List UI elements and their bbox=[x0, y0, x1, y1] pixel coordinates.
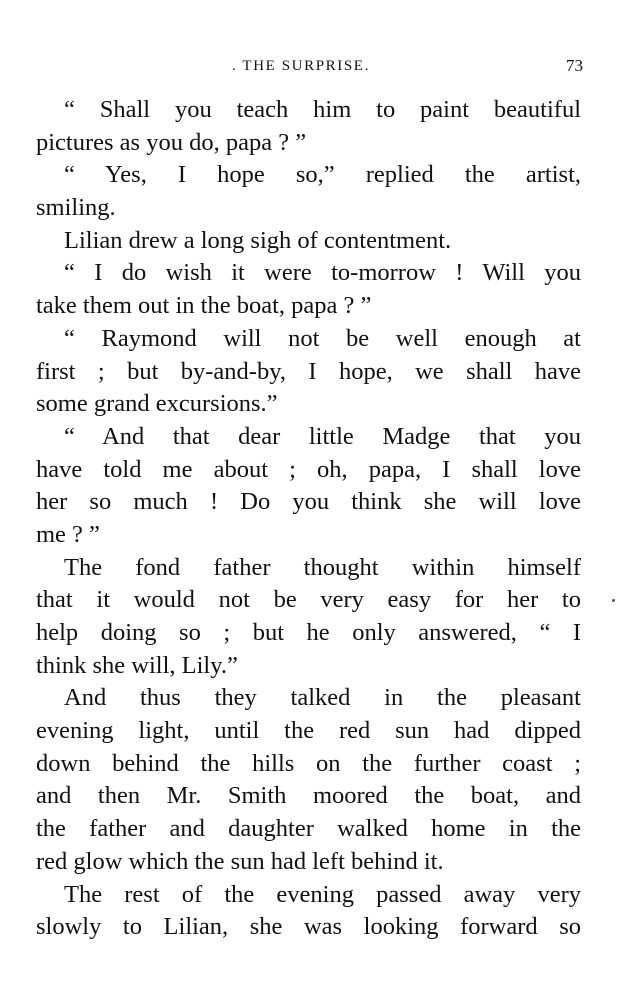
ink-speck bbox=[612, 599, 615, 602]
text-line: take them out in the boat, papa ? ” bbox=[36, 292, 372, 320]
text-line: help doing so ; but he only answered, “ I bbox=[36, 619, 581, 646]
text-line: down behind the hills on the further coast ; bbox=[36, 749, 581, 777]
text-line: the father and daughter walked home in the bbox=[36, 815, 581, 843]
text-line: “ Shall you teach him to paint beautiful bbox=[64, 96, 581, 123]
page-number: 73 bbox=[566, 56, 583, 75]
page-header bbox=[0, 54, 638, 78]
text-line: smiling. bbox=[36, 194, 116, 222]
text-line: think she will, Lily.” bbox=[36, 651, 238, 679]
text-line: have told me about ; oh, papa, I shall love bbox=[36, 455, 581, 483]
text-line: red glow which the sun had left behind it. bbox=[36, 847, 444, 875]
text-line: The fond father thought within himself bbox=[64, 553, 581, 581]
text-line: that it would not be very easy for her to bbox=[36, 586, 581, 614]
text-line: me ? ” bbox=[36, 520, 100, 548]
text-line: and then Mr. Smith moored the boat, and bbox=[36, 782, 581, 810]
text-line: “ And that dear little Madge that you bbox=[64, 422, 581, 450]
text-line: “ Yes, I hope so,” replied the artist, bbox=[64, 161, 581, 189]
text-line: “ I do wish it were to-morrow ! Will you bbox=[64, 259, 581, 287]
text-line: The rest of the evening passed away very bbox=[64, 880, 581, 908]
body-text bbox=[36, 94, 581, 944]
text-line: slowly to Lilian, she was looking forward so bbox=[36, 913, 581, 941]
text-line: her so much ! Do you think she will love bbox=[36, 488, 581, 516]
text-line: first ; but by-and-by, I hope, we shall have bbox=[36, 357, 581, 385]
text-line: Lilian drew a long sigh of contentment. bbox=[64, 226, 452, 254]
text-line: “ Raymond will not be well enough at bbox=[64, 324, 581, 352]
text-line: some grand excursions.” bbox=[36, 390, 278, 418]
text-line: And thus they talked in the pleasant bbox=[64, 684, 581, 712]
text-line: pictures as you do, papa ? ” bbox=[36, 128, 307, 156]
text-line: evening light, until the red sun had dipped bbox=[36, 717, 581, 745]
running-title: . THE SURPRISE. bbox=[232, 58, 370, 74]
